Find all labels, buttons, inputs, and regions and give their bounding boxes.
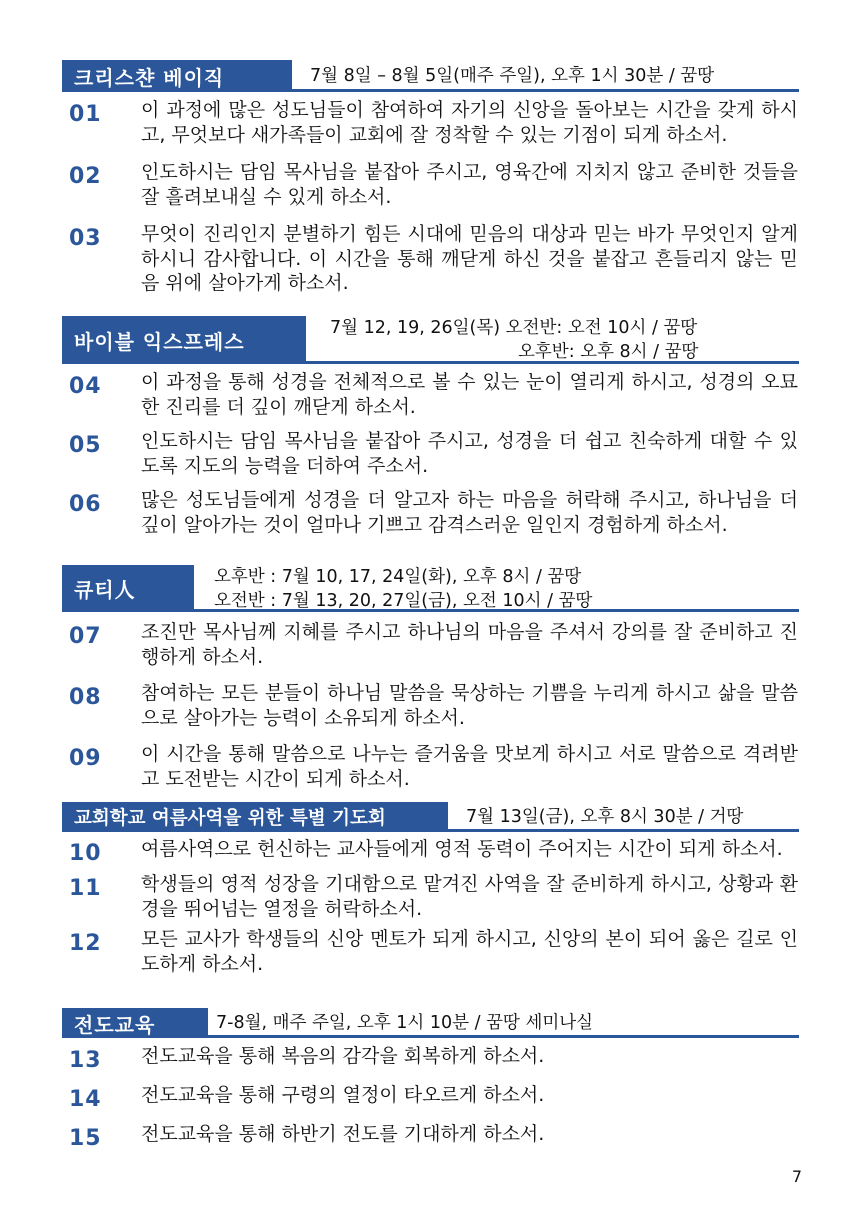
section-christian-basic: [62, 60, 799, 296]
item-number: 10: [69, 841, 102, 866]
section-schedule: 7월 13일(금), 오후 8시 30분 / 거땅: [466, 807, 744, 827]
section-schedule: [330, 316, 698, 364]
section-schedule: 7-8월, 매주 주일, 오후 1시 10분 / 꿈땅 세미나실: [216, 1013, 594, 1033]
schedule-line: 오후반 : 7월 10, 17, 24일(화), 오후 8시 / 꿈땅: [214, 567, 582, 587]
section-title: 교회학교 여름사역을 위한 특별 기도회: [62, 802, 448, 832]
section-header: [62, 1008, 799, 1038]
item-text: 무엇이 진리인지 분별하기 힘든 시대에 믿음의 대상과 믿는 바가 무엇인지 알게 하시니 감사합니다. 이 시간을 통해 깨닫게 하신 것을 붙잡고 흔들리지 않는 믿음 위에 살아가게 하소서.: [141, 223, 798, 294]
section-schedule: 7월 8일 – 8월 5일(매주 주일), 오후 1시 30분 / 꿈땅: [310, 66, 715, 86]
prayer-item: [62, 927, 799, 976]
prayer-item: [62, 488, 799, 537]
section-header: [62, 802, 799, 832]
prayer-item: [62, 620, 799, 669]
section-schedule: [214, 565, 592, 613]
item-number: 01: [69, 102, 102, 127]
item-text: 학생들의 영적 성장을 기대함으로 맡겨진 사역을 잘 준비하게 하시고, 상황과 환경을 뛰어넘는 열정을 허락하소서.: [141, 873, 798, 920]
section-evangelism: [62, 1008, 799, 1151]
item-number: 12: [69, 931, 102, 956]
item-number: 13: [69, 1048, 102, 1073]
section-title: 전도교육: [62, 1008, 208, 1038]
section-title: 크리스챤 베이직: [62, 60, 292, 92]
item-text: 여름사역으로 헌신하는 교사들에게 영적 동력이 주어지는 시간이 되게 하소서.: [141, 838, 783, 860]
schedule-line: 오전반 : 7월 13, 20, 27일(금), 오전 10시 / 꿈땅: [214, 591, 593, 611]
prayer-item: [62, 98, 799, 147]
section-header: [62, 60, 799, 92]
prayer-item: [62, 1122, 799, 1151]
item-number: 04: [69, 374, 102, 399]
section-title: 큐티人: [62, 565, 194, 612]
item-number: 03: [69, 226, 102, 251]
item-number: 15: [69, 1126, 102, 1151]
item-text: 이 시간을 통해 말씀으로 나누는 즐거움을 맛보게 하시고 서로 말씀으로 격려받고 도전받는 시간이 되게 하소서.: [141, 743, 798, 790]
item-text: 전도교육을 통해 복음의 감각을 회복하게 하소서.: [141, 1045, 545, 1067]
item-text: 이 과정에 많은 성도님들이 참여하여 자기의 신앙을 돌아보는 시간을 갖게 하시고, 무엇보다 새가족들이 교회에 잘 정착할 수 있는 기점이 되게 하소서.: [141, 99, 798, 146]
section-bible-express: [62, 316, 799, 537]
section-summer-prayer: [62, 802, 799, 976]
item-text: 이 과정을 통해 성경을 전체적으로 볼 수 있는 눈이 열리게 하시고, 성경의 오묘한 진리를 더 깊이 깨닫게 하소서.: [141, 371, 798, 418]
item-number: 07: [69, 624, 102, 649]
item-number: 05: [69, 433, 102, 458]
schedule-line: 오후반: 오후 8시 / 꿈땅: [518, 342, 699, 362]
item-text: 인도하시는 담임 목사님을 붙잡아 주시고, 영육간에 지치지 않고 준비한 것들을 잘 흘려보내실 수 있게 하소서.: [141, 161, 798, 208]
schedule-line: 7월 12, 19, 26일(목) 오전반: 오전 10시 / 꿈땅: [330, 318, 698, 338]
prayer-item: [62, 681, 799, 730]
item-number: 14: [69, 1087, 102, 1112]
section-title: 바이블 익스프레스: [62, 316, 306, 364]
item-number: 06: [69, 492, 102, 517]
item-text: 참여하는 모든 분들이 하나님 말씀을 묵상하는 기쁨을 누리게 하시고 삶을 말씀으로 살아가는 능력이 소유되게 하소서.: [141, 682, 798, 729]
item-number: 09: [69, 746, 102, 771]
prayer-item: [62, 222, 799, 296]
item-text: 전도교육을 통해 하반기 전도를 기대하게 하소서.: [141, 1123, 545, 1145]
section-qt: [62, 565, 799, 791]
item-number: 11: [69, 876, 102, 901]
prayer-item: [62, 429, 799, 478]
item-number: 02: [69, 164, 102, 189]
page-number: 7: [791, 1167, 802, 1186]
section-header: [62, 565, 799, 612]
section-header: [62, 316, 799, 364]
prayer-item: [62, 1044, 799, 1073]
prayer-item: [62, 160, 799, 209]
item-text: 많은 성도님들에게 성경을 더 알고자 하는 마음을 허락해 주시고, 하나님을 더 깊이 알아가는 것이 얼마나 기쁘고 감격스러운 일인지 경험하게 하소서.: [141, 489, 798, 536]
item-text: 조진만 목사님께 지혜를 주시고 하나님의 마음을 주셔서 강의를 잘 준비하고 진행하게 하소서.: [141, 621, 798, 668]
item-text: 모든 교사가 학생들의 신앙 멘토가 되게 하시고, 신앙의 본이 되어 옳은 길로 인도하게 하소서.: [141, 928, 798, 975]
prayer-item: [62, 1083, 799, 1112]
item-text: 전도교육을 통해 구령의 열정이 타오르게 하소서.: [141, 1084, 545, 1106]
prayer-item: [62, 837, 799, 866]
item-number: 08: [69, 685, 102, 710]
prayer-item: [62, 370, 799, 419]
prayer-item: [62, 872, 799, 921]
prayer-item: [62, 742, 799, 791]
item-text: 인도하시는 담임 목사님을 붙잡아 주시고, 성경을 더 쉽고 친숙하게 대할 수 있도록 지도의 능력을 더하여 주소서.: [141, 430, 798, 477]
